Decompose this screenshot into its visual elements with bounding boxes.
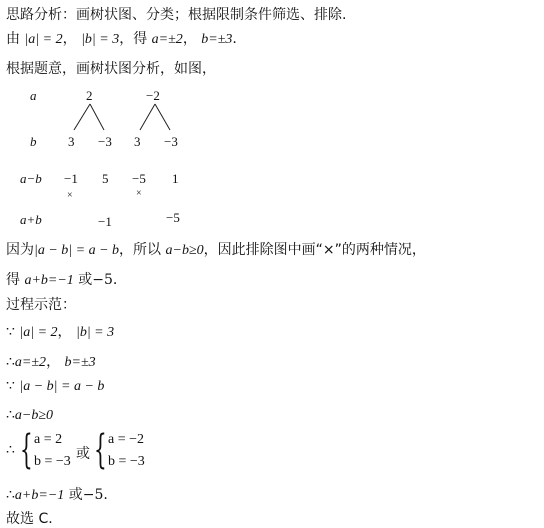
branch-line bbox=[155, 104, 170, 130]
b-value: −3 bbox=[98, 134, 112, 149]
sum-alt: −5. bbox=[82, 487, 108, 503]
result-prefix: 得 bbox=[6, 272, 20, 288]
a-value-pos: 2 bbox=[86, 88, 93, 103]
therefore-symbol: ∴ bbox=[6, 487, 15, 503]
row-label-a: a bbox=[30, 88, 37, 103]
therefore-symbol: ∴ bbox=[6, 407, 15, 423]
b-value: 3 bbox=[68, 134, 75, 149]
because-symbol: ∵ bbox=[6, 378, 15, 394]
therefore-symbol: ∴ bbox=[6, 354, 15, 370]
b-values: b=±3 bbox=[64, 355, 96, 370]
cross-mark: × bbox=[67, 190, 73, 201]
b-value: 3 bbox=[134, 134, 141, 149]
sum-value: −1 bbox=[98, 214, 112, 229]
step-systems bbox=[6, 427, 206, 474]
branch-line bbox=[140, 104, 155, 130]
tree-diagram bbox=[0, 80, 544, 230]
step-given bbox=[6, 321, 114, 341]
given-line bbox=[6, 28, 237, 48]
obtain-text: ，得 bbox=[119, 31, 148, 47]
step-values bbox=[6, 351, 96, 371]
left-brace: { bbox=[20, 427, 33, 473]
branch-line bbox=[74, 104, 90, 130]
system-row: b = −3 bbox=[108, 454, 145, 469]
a-value-neg: −2 bbox=[146, 88, 160, 103]
system-row: a = −2 bbox=[108, 432, 145, 447]
abs-b-eq: |b| = 3 bbox=[81, 32, 120, 47]
abs-a-eq: |a| = 2 bbox=[24, 32, 63, 47]
a-values: a=±2 bbox=[151, 32, 183, 47]
step-cond bbox=[6, 407, 53, 424]
given-prefix: 由 bbox=[6, 31, 20, 47]
result-line bbox=[6, 269, 117, 289]
period: . bbox=[232, 31, 237, 47]
because-symbol: ∵ bbox=[6, 324, 15, 340]
branch-line bbox=[90, 104, 104, 130]
sum-alt: −5. bbox=[92, 272, 118, 288]
process-heading: 过程示范： bbox=[6, 297, 76, 313]
or-text: 或 bbox=[78, 272, 93, 288]
row-label-b: b bbox=[30, 134, 37, 149]
abs-diff-eq: |a − b| = a − b bbox=[19, 379, 105, 394]
or-text: 或 bbox=[76, 446, 90, 462]
left-brace: { bbox=[94, 427, 107, 473]
system-row: a = 2 bbox=[34, 432, 63, 447]
comma: ， bbox=[182, 31, 197, 47]
sum-value: −5 bbox=[166, 210, 180, 225]
step-sum bbox=[6, 484, 108, 504]
diff-value: 1 bbox=[172, 171, 179, 186]
abs-a-eq: |a| = 2 bbox=[19, 325, 58, 340]
diff-cond: a−b≥0 bbox=[14, 408, 54, 423]
therefore-symbol: ∴ bbox=[6, 442, 15, 458]
because-line bbox=[6, 239, 426, 259]
cross-mark: × bbox=[136, 188, 142, 199]
diff-cond: a−b≥0 bbox=[165, 243, 204, 258]
row-label-a-minus-b: a−b bbox=[20, 171, 42, 186]
diff-value: −5 bbox=[132, 171, 146, 186]
analysis-heading: 思路分析：画树状图、分类；根据限制条件筛选、排除. bbox=[6, 7, 347, 23]
exclude-text: ，因此排除图中画“×”的两种情况， bbox=[203, 242, 426, 258]
sep: ， bbox=[62, 31, 77, 47]
sep: ， bbox=[57, 324, 72, 340]
answer-line: 故选 C. bbox=[6, 511, 53, 527]
because-prefix: 因为 bbox=[6, 242, 34, 258]
a-values: a=±2 bbox=[14, 355, 47, 370]
b-value: −3 bbox=[164, 134, 178, 149]
sep: ， bbox=[46, 354, 61, 370]
b-values: b=±3 bbox=[201, 32, 233, 47]
sum-eq: a+b=−1 bbox=[24, 273, 74, 288]
abs-b-eq: |b| = 3 bbox=[75, 325, 115, 340]
row-label-a-plus-b: a+b bbox=[20, 212, 42, 227]
abs-diff-eq: |a − b| = a − b bbox=[34, 243, 120, 258]
diff-value: 5 bbox=[102, 171, 109, 186]
or-text: 或 bbox=[68, 487, 83, 503]
sum-eq: a+b=−1 bbox=[14, 488, 65, 503]
tree-intro: 根据题意，画树状图分析，如图， bbox=[6, 61, 216, 77]
therefore-text: ，所以 bbox=[119, 242, 162, 258]
diff-value: −1 bbox=[64, 171, 78, 186]
tree-branches bbox=[0, 80, 544, 230]
system-row: b = −3 bbox=[34, 454, 71, 469]
step-abs-diff bbox=[6, 378, 104, 395]
